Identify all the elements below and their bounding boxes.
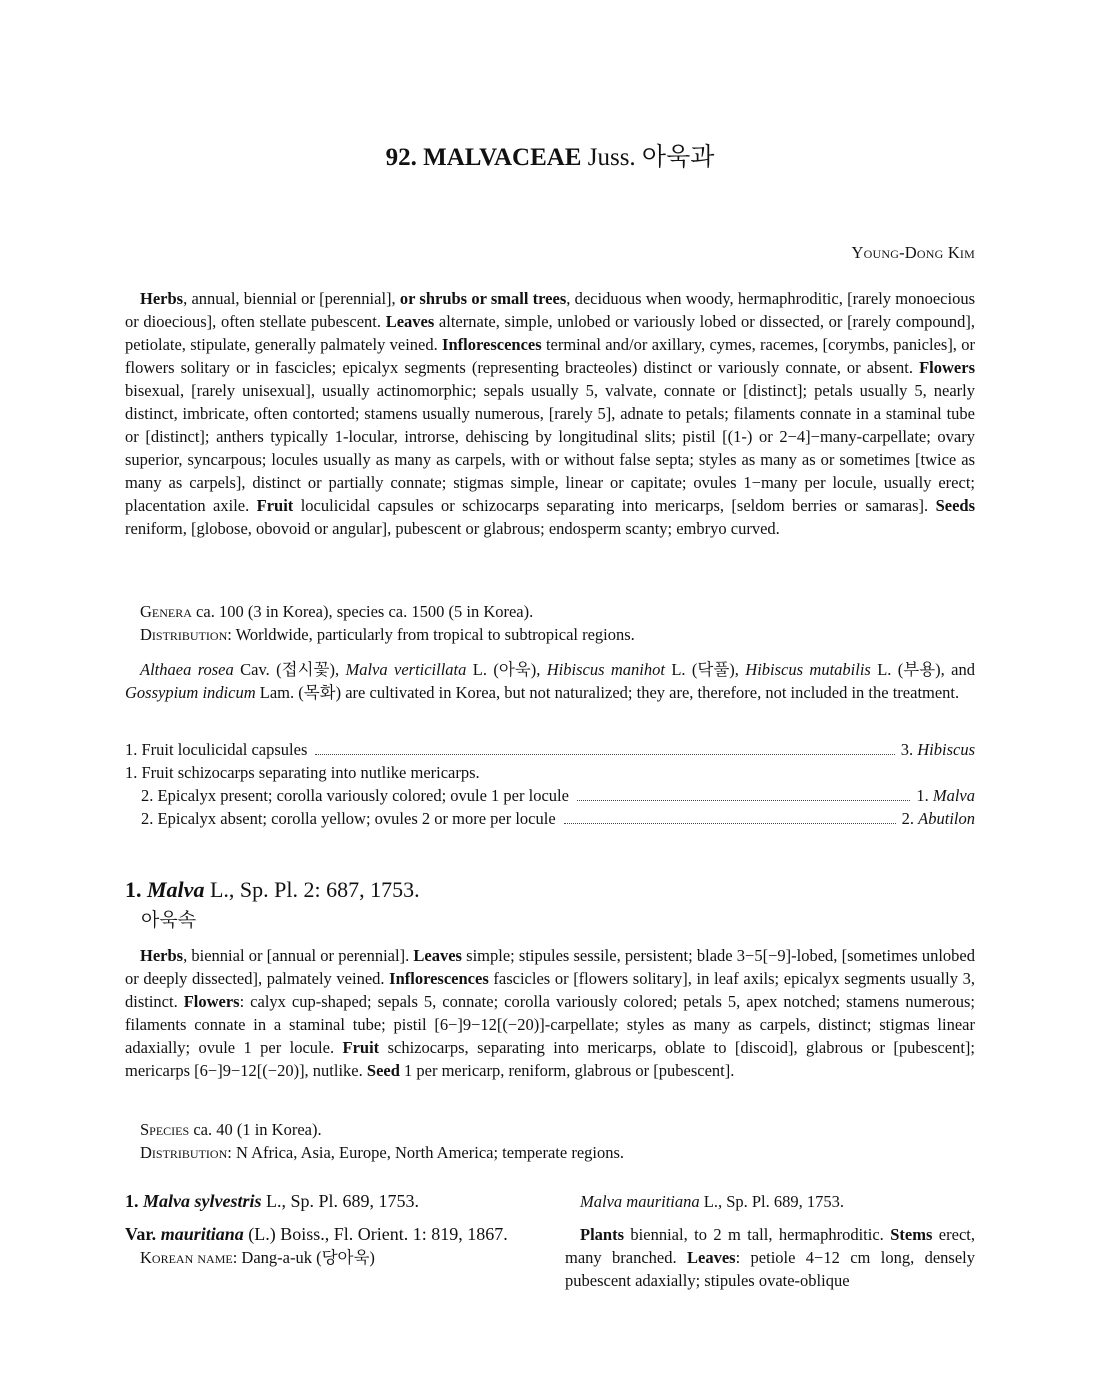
- family-meta: [140, 600, 975, 646]
- desc-text: : petiole 4−12 cm long, densely pubescent adaxially; stipules ovate-oblique: [565, 1248, 976, 1290]
- variety-name: mauritiana: [160, 1224, 244, 1244]
- key-line: [125, 807, 975, 830]
- key-text: 1. Fruit loculicidal capsules: [125, 740, 308, 759]
- genus-number: 1.: [125, 877, 142, 902]
- variety-heading: [125, 1223, 540, 1246]
- key-target: [902, 807, 975, 830]
- term-flowers: Flowers: [183, 992, 240, 1011]
- species-name: Gossypium indicum: [125, 683, 256, 702]
- genus-description: [125, 944, 975, 1082]
- family-distribution: [140, 623, 975, 646]
- key-leader-dots: [577, 800, 910, 801]
- korean-name-label: Korean name: [140, 1248, 233, 1267]
- term-inflorescences: Inflorescences: [442, 335, 542, 354]
- term-seed: Seed: [366, 1061, 400, 1080]
- term-leaves: Leaves: [385, 312, 435, 331]
- genera-count: [140, 600, 975, 623]
- family-number: 92.: [385, 144, 417, 171]
- family-title: [0, 142, 1100, 174]
- key-target: [916, 784, 975, 807]
- key-line: [125, 784, 975, 807]
- desc-text: bisexual, [rarely unisexual], usually actinomorphic; sepals usually 5, valvate, connate or [distinct]; petals usually 5, nearly distinct, imbricate, often contorted; stamens usually numerous, [rarely 5], adnate to petals; filaments connate in a staminal tube or [distinct]; anthers typically 1-locular, introrse, dehiscing by longitudinal slits; pistil [(1-) or 2−4]−many-carpellate; ovary superior, syncarpous; locules usually as many as carpels, with or without false septa; styles as many as or sometimes [twice as many as carpels], distinct or partially connate; stigmas simple, linear or capitate; ovules 1−many per locule, usually erect; placentation axile.: [125, 381, 975, 515]
- key-target-number: 3.: [900, 740, 918, 759]
- species-name: Malva sylvestris: [143, 1191, 262, 1211]
- term-herbs: Herbs: [140, 946, 184, 965]
- desc-text: biennial, to 2 m tall, hermaphroditic.: [624, 1225, 891, 1244]
- key-target-genus: Malva: [932, 786, 975, 805]
- meta-text: ca. 100 (3 in Korea), species ca. 1500 (5 in Korea).: [191, 602, 534, 621]
- desc-text: reniform, [globose, obovoid or angular], pubescent or glabrous; endosperm scanty; embryo curved.: [125, 519, 780, 538]
- term-leaves: Leaves: [687, 1248, 736, 1267]
- desc-text: erect, many branched.: [565, 1225, 975, 1267]
- key-text: 2. Epicalyx absent; corolla yellow; ovules 2 or more per locule: [141, 809, 556, 828]
- desc-text: simple; stipules sessile, persistent; blade 3−5[−9]-lobed, [sometimes unlobed or deeply dissected], palmately veined.: [125, 946, 975, 988]
- left-column: [125, 1190, 540, 1269]
- family-korean-name: 아욱과: [641, 144, 715, 171]
- species-description: [565, 1223, 975, 1292]
- cultivated-note: [125, 658, 975, 704]
- genus-heading: [125, 876, 420, 904]
- key-line: [125, 738, 975, 761]
- meta-label: Distribution: [140, 625, 228, 644]
- genus-distribution: [140, 1141, 975, 1164]
- meta-text: : N Africa, Asia, Europe, North America; temperate regions.: [227, 1143, 625, 1162]
- variety-citation: (L.) Boiss., Fl. Orient. 1: 819, 1867.: [243, 1224, 508, 1244]
- korean-name-text: : Dang-a-uk (당아욱): [232, 1248, 375, 1267]
- species-citation: L., Sp. Pl. 689, 1753.: [261, 1191, 420, 1211]
- synonym: [565, 1190, 975, 1213]
- note-text: L. (부용), and: [870, 660, 975, 679]
- key-target-number: 1.: [916, 786, 933, 805]
- right-column: [565, 1190, 975, 1292]
- genus-korean-name: 아욱속: [141, 910, 197, 931]
- term-plants: Plants: [580, 1225, 625, 1244]
- desc-text: alternate, simple, unlobed or variously lobed or dissected, or [rarely compound], petiolate, stipulate, generally palmately veined.: [125, 312, 975, 354]
- species-number: 1.: [125, 1191, 139, 1211]
- genus-citation: L., Sp. Pl. 2: 687, 1753.: [204, 877, 420, 902]
- desc-text: terminal and/or axillary, cymes, racemes, [corymbs, panicles], or flowers solitary or in fascicles; epicalyx segments (representing bracteoles) distinct or variously connate, or absent.: [125, 335, 975, 377]
- note-text: Lam. (목화) are cultivated in Korea, but not naturalized; they are, therefore, not included in the treatment.: [255, 683, 960, 702]
- term-flowers: Flowers: [919, 358, 975, 377]
- key-line: [125, 761, 975, 784]
- species-name: Hibiscus manihot: [546, 660, 665, 679]
- meta-text: ca. 40 (1 in Korea).: [189, 1120, 322, 1139]
- family-authority: Juss.: [587, 144, 636, 171]
- key-target: [901, 738, 975, 761]
- genus-meta: [140, 1118, 975, 1164]
- desc-text: , deciduous when woody, hermaphroditic, [rarely monoecious or dioecious], often stellate pubescent.: [125, 289, 976, 331]
- desc-text: loculicidal capsules or schizocarps separating into mericarps, [seldom berries or samaras].: [293, 496, 936, 515]
- key-leader-dots: [564, 823, 896, 824]
- desc-text: : calyx cup-shaped; sepals 5, connate; corolla variously colored; petals 5, apex notched; stamens numerous; filaments connate in a staminal tube; pistil [6−]9−12[(−20)]-carpellate; styles as many as carpels, distinct; stigmas linear adaxially; ovule 1 per locule.: [125, 992, 975, 1057]
- species-name: Malva verticillata: [345, 660, 467, 679]
- key-target-number: 2.: [901, 809, 919, 828]
- desc-text: , annual, biennial or [perennial],: [183, 289, 400, 308]
- species-heading: [125, 1190, 540, 1213]
- key-target-genus: Hibiscus: [917, 740, 975, 759]
- species-name: Hibiscus mutabilis: [745, 660, 871, 679]
- term-shrubs: or shrubs or small trees: [399, 289, 567, 308]
- desc-text: , biennial or [annual or perennial].: [183, 946, 414, 965]
- term-fruit: Fruit: [256, 496, 294, 515]
- family-description: [125, 287, 975, 540]
- note-text: L. (아욱),: [466, 660, 547, 679]
- desc-text: fascicles or [flowers solitary], in leaf axils; epicalyx segments usually 3, distinct.: [125, 969, 975, 1011]
- korean-name: [125, 1246, 540, 1269]
- identification-key: [125, 738, 975, 830]
- family-name: MALVACEAE: [423, 144, 582, 171]
- species-name: Althaea rosea: [140, 660, 234, 679]
- meta-label: Species: [140, 1120, 190, 1139]
- key-leader-dots: [315, 754, 894, 755]
- synonym-citation: L., Sp. Pl. 689, 1753.: [699, 1192, 845, 1211]
- term-fruit: Fruit: [342, 1038, 380, 1057]
- term-herbs: Herbs: [140, 289, 184, 308]
- key-target-genus: Abutilon: [918, 809, 975, 828]
- note-text: L. (닥풀),: [664, 660, 746, 679]
- genus-name: Malva: [147, 877, 205, 902]
- species-count: [140, 1118, 975, 1141]
- author-name: Young-Dong Kim: [851, 243, 975, 262]
- desc-text: schizocarps, separating into mericarps, oblate to [discoid], glabrous or [pubescent]; mericarps [6−]9−12[(−20)], nutlike.: [125, 1038, 975, 1080]
- key-text: 2. Epicalyx present; corolla variously colored; ovule 1 per locule: [141, 786, 569, 805]
- term-inflorescences: Inflorescences: [389, 969, 489, 988]
- synonym-name: Malva mauritiana: [580, 1192, 700, 1211]
- key-text: 1. Fruit schizocarps separating into nutlike mericarps.: [125, 763, 480, 782]
- term-stems: Stems: [890, 1225, 933, 1244]
- meta-text: : Worldwide, particularly from tropical to subtropical regions.: [227, 625, 635, 644]
- desc-text: 1 per mericarp, reniform, glabrous or [pubescent].: [399, 1061, 735, 1080]
- term-leaves: Leaves: [413, 946, 462, 965]
- note-text: Cav. (접시꽃),: [233, 660, 346, 679]
- term-seeds: Seeds: [935, 496, 975, 515]
- meta-label: Distribution: [140, 1143, 228, 1162]
- variety-label: Var.: [125, 1224, 157, 1244]
- meta-label: Genera: [140, 602, 192, 621]
